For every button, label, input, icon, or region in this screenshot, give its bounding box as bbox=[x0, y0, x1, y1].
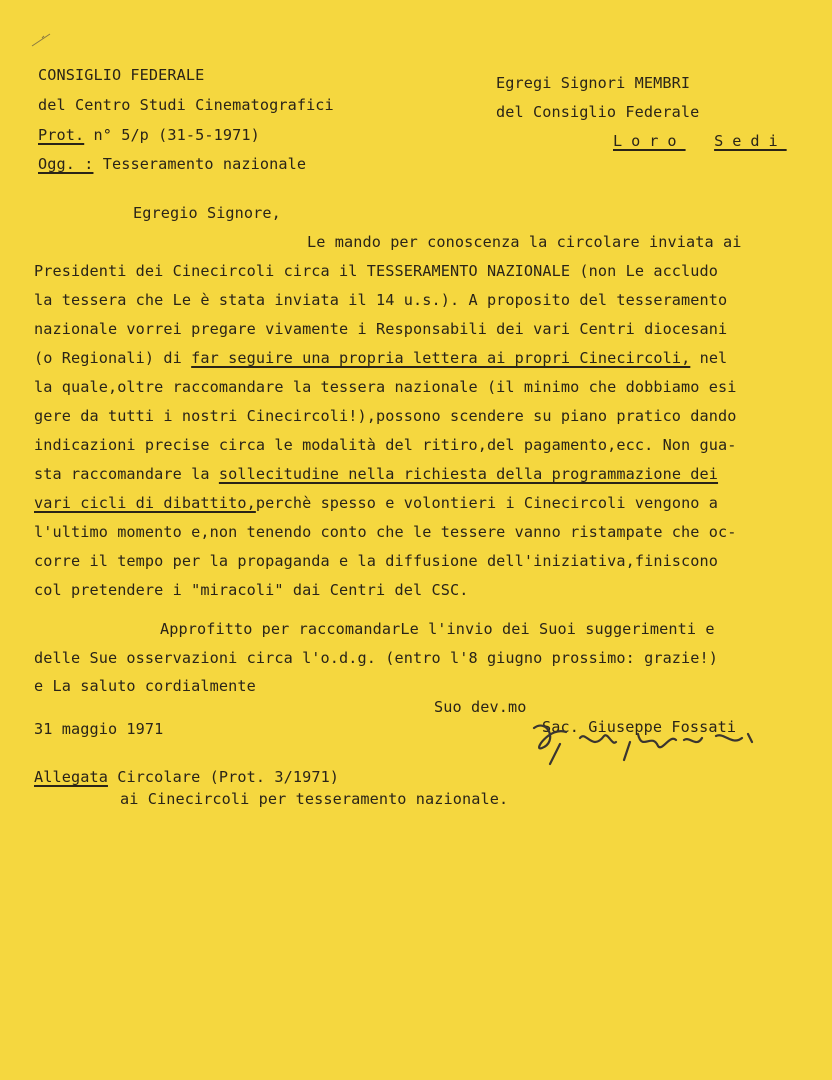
body-line-9-start: sta raccomandare la bbox=[34, 465, 219, 483]
body-line-6: la quale,oltre raccomandare la tessera nazionale (il minimo che dobbiamo esi bbox=[34, 378, 737, 396]
body-line-3: la tessera che Le è stata inviata il 14 u.s.). A proposito del tesseramento bbox=[34, 291, 728, 309]
closing-line-1: Approfitto per raccomandarLe l'invio dei Suoi suggerimenti e bbox=[160, 620, 715, 638]
body-line-4: nazionale vorrei pregare vivamente i Responsabili dei vari Centri diocesani bbox=[34, 320, 728, 338]
body-line-7: gere da tutti i nostri Cinecircoli!),possono scendere su piano pratico dando bbox=[34, 407, 737, 425]
protocol-label: Prot. bbox=[38, 126, 85, 144]
recipient-line1: Egregi Signori MEMBRI bbox=[496, 74, 691, 92]
subject-value: Tesseramento nazionale bbox=[102, 155, 307, 173]
body-line-5-underlined: far seguire una propria lettera ai propri Cinecircoli, bbox=[191, 349, 691, 367]
body-line-10-underlined: vari cicli di dibattito, bbox=[34, 494, 256, 512]
letter-date: 31 maggio 1971 bbox=[34, 720, 164, 738]
body-line-12: corre il tempo per la propaganda e la diffusione dell'iniziativa,finiscono bbox=[34, 552, 719, 570]
body-line-9-underlined: sollecitudine nella richiesta della programmazione dei bbox=[218, 465, 719, 483]
body-line-11: l'ultimo momento e,non tenendo conto che le tessere vanno ristampate che oc- bbox=[34, 523, 737, 541]
handwritten-signature-icon bbox=[520, 712, 770, 772]
body-line-10-end: perchè spesso e volontieri i Cinecircoli vengono a bbox=[255, 494, 719, 512]
closing-line-2: delle Sue osservazioni circa l'o.d.g. (entro l'8 giugno prossimo: grazie!) bbox=[34, 649, 719, 667]
body-line-10 bbox=[34, 494, 718, 512]
closing-devoto: Suo dev.mo bbox=[434, 698, 527, 716]
salutation: Egregio Signore, bbox=[133, 204, 281, 222]
closing-line-3: e La saluto cordialmente bbox=[34, 677, 256, 695]
body-line-8: indicazioni precise circa le modalità del ritiro,del pagamento,ecc. Non gua- bbox=[34, 436, 737, 454]
body-line-9 bbox=[34, 465, 718, 483]
body-line-1: Le mando per conoscenza la circolare inviata ai bbox=[307, 233, 742, 251]
body-line-5-start: (o Regionali) di bbox=[34, 349, 192, 367]
subject-label: Ogg. : bbox=[38, 155, 94, 173]
signer-name: Sac. Giuseppe Fossati bbox=[542, 718, 737, 736]
recipient-line2: del Consiglio Federale bbox=[496, 103, 700, 121]
sender-centre: del Centro Studi Cinematografici bbox=[38, 96, 334, 114]
recipient-loro: Loro bbox=[613, 132, 686, 150]
body-line-2: Presidenti dei Cinecircoli circa il TESSERAMENTO NAZIONALE (non Le accludo bbox=[34, 262, 719, 280]
subject-line bbox=[38, 155, 306, 173]
attachment-line-1 bbox=[34, 768, 339, 786]
recipient-sedi: Sedi bbox=[714, 132, 787, 150]
pen-mark-icon bbox=[30, 30, 54, 50]
attachment-title: Circolare (Prot. 3/1971) bbox=[117, 768, 340, 786]
body-line-5 bbox=[34, 349, 727, 367]
body-line-13: col pretendere i "miracoli" dai Centri del CSC. bbox=[34, 581, 469, 599]
attachment-line-2: ai Cinecircoli per tesseramento nazionale. bbox=[120, 790, 509, 808]
attachment-label: Allegata bbox=[34, 768, 108, 786]
protocol-line bbox=[38, 126, 260, 144]
sender-org: CONSIGLIO FEDERALE bbox=[38, 66, 205, 84]
body-line-5-end: nel bbox=[690, 349, 728, 367]
protocol-value: n° 5/p (31-5-1971) bbox=[93, 126, 260, 144]
recipient-line3 bbox=[613, 132, 787, 150]
